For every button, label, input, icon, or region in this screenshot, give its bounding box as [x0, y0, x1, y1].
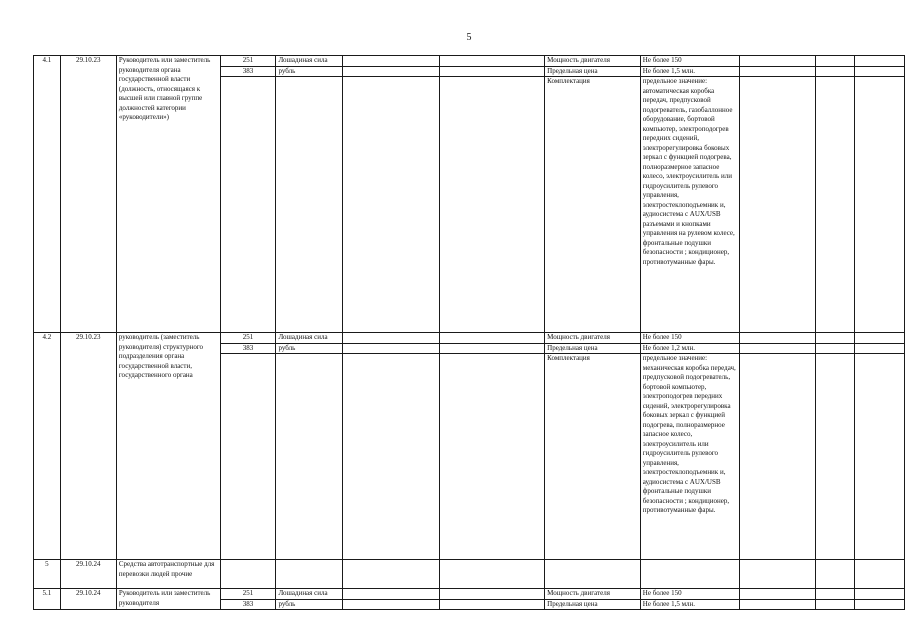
empty-cell [342, 333, 439, 344]
empty-cell [740, 354, 816, 560]
empty-cell [342, 77, 439, 333]
characteristic-name: Мощность двигателя [545, 589, 641, 600]
empty-cell [816, 333, 855, 344]
characteristic-value: предельное значение: автоматическая коробка передач, предпусковой подогреватель, газобаллонное оборудование, бортовой компьютер, электроподогрев передних сидений, электрорегулировка боковых зеркал с функцией подогрева, полноразмерное запасное колесо, электроусилитель или гидроусилитель рулевого управления, электростеклоподъемник и, аудиосистема с AUX/USB разъемами и кнопками управления на рулевом колесе, фронтальные подушки безопасности ; кондиционер, противотуманные фары. [640, 77, 739, 333]
unit-name: рубль [276, 343, 342, 354]
empty-cell [440, 77, 545, 333]
empty-cell [855, 56, 905, 67]
characteristic-value: Не более 150 [640, 333, 739, 344]
empty-cell [855, 333, 905, 344]
unit-name: Лошадиная сила [276, 589, 342, 600]
characteristic-name: Мощность двигателя [545, 333, 641, 344]
item-number: 5.1 [34, 589, 61, 610]
characteristic-name: Мощность двигателя [545, 56, 641, 67]
empty-cell [342, 589, 439, 600]
empty-cell [740, 77, 816, 333]
empty-cell [816, 354, 855, 560]
unit-code: 383 [220, 66, 276, 77]
unit-name: Лошадиная сила [276, 333, 342, 344]
empty-cell [342, 343, 439, 354]
position-cell: Руководитель или заместитель руководителя органа государственной власти (должность, относящаяся к высшей или главной группе должностей категории «руководители») [116, 56, 220, 333]
okpd-code: 29.10.23 [60, 56, 116, 333]
table-row [34, 333, 905, 344]
empty-cell [740, 343, 816, 354]
empty-cell [440, 560, 545, 589]
unit-code: 383 [220, 599, 276, 610]
empty-cell [545, 560, 641, 589]
empty-cell [342, 560, 439, 589]
position-cell: Руководитель или заместитель руководителя [116, 589, 220, 610]
characteristic-name: Комплектация [545, 77, 641, 333]
table-row [34, 589, 905, 600]
page-number: 5 [466, 32, 472, 43]
empty-cell [740, 560, 816, 589]
item-number: 4.1 [34, 56, 61, 333]
okpd-code: 29.10.24 [60, 560, 116, 589]
okpd-code: 29.10.23 [60, 333, 116, 560]
empty-cell [740, 333, 816, 344]
empty-cell [440, 333, 545, 344]
unit-name: Лошадиная сила [276, 56, 342, 67]
okpd-code: 29.10.24 [60, 589, 116, 610]
unit-code [220, 354, 276, 560]
empty-cell [816, 77, 855, 333]
empty-cell [440, 589, 545, 600]
empty-cell [855, 560, 905, 589]
empty-cell [640, 560, 739, 589]
characteristic-value: Не более 1,5 млн. [640, 66, 739, 77]
empty-cell [440, 343, 545, 354]
position-cell: Средства автотранспортные для перевозки людей прочие [116, 560, 220, 589]
empty-cell [342, 66, 439, 77]
empty-cell [276, 560, 342, 589]
unit-name: рубль [276, 599, 342, 610]
characteristic-value: Не более 1,5 млн. [640, 599, 739, 610]
empty-cell [342, 599, 439, 610]
unit-name: рубль [276, 66, 342, 77]
unit-name [276, 77, 342, 333]
unit-code: 383 [220, 343, 276, 354]
empty-cell [740, 56, 816, 67]
characteristic-name: Комплектация [545, 354, 641, 560]
characteristic-value: Не более 1,2 млн. [640, 343, 739, 354]
empty-cell [440, 354, 545, 560]
empty-cell [740, 589, 816, 600]
table-row [34, 560, 905, 589]
unit-code: 251 [220, 589, 276, 600]
position-cell: руководитель (заместитель руководителя) структурного подразделения органа государственной власти, государственного органа [116, 333, 220, 560]
empty-cell [816, 56, 855, 67]
empty-cell [342, 56, 439, 67]
empty-cell [740, 66, 816, 77]
empty-cell [816, 343, 855, 354]
item-number: 4.2 [34, 333, 61, 560]
table-row [34, 56, 905, 67]
empty-cell [855, 343, 905, 354]
characteristic-value: Не более 150 [640, 56, 739, 67]
unit-name [276, 354, 342, 560]
empty-cell [440, 599, 545, 610]
unit-code: 251 [220, 56, 276, 67]
item-number: 5 [34, 560, 61, 589]
empty-cell [440, 56, 545, 67]
empty-cell [855, 354, 905, 560]
characteristic-name: Предельная цена [545, 599, 641, 610]
characteristic-value: предельное значение: механическая коробка передач, предпусковой подогреватель, бортовой компьютер, электроподогрев передних сидений, электрорегулировка боковых зеркал с функцией подогрева, полноразмерное запасное колесо, электроусилитель или гидроусилитель рулевого управления, электростеклоподъемник и, аудиосистема с AUX/USB фронтальные подушки безопасности ; кондиционер, противотуманные фары. [640, 354, 739, 560]
empty-cell [855, 599, 905, 610]
empty-cell [855, 589, 905, 600]
characteristic-name: Предельная цена [545, 343, 641, 354]
unit-code: 251 [220, 333, 276, 344]
empty-cell [440, 66, 545, 77]
empty-cell [855, 77, 905, 333]
characteristic-value: Не более 150 [640, 589, 739, 600]
characteristic-name: Предельная цена [545, 66, 641, 77]
empty-cell [816, 66, 855, 77]
empty-cell [220, 560, 276, 589]
requirements-table [33, 55, 905, 610]
empty-cell [342, 354, 439, 560]
empty-cell [816, 560, 855, 589]
unit-code [220, 77, 276, 333]
empty-cell [816, 599, 855, 610]
empty-cell [740, 599, 816, 610]
empty-cell [816, 589, 855, 600]
empty-cell [855, 66, 905, 77]
